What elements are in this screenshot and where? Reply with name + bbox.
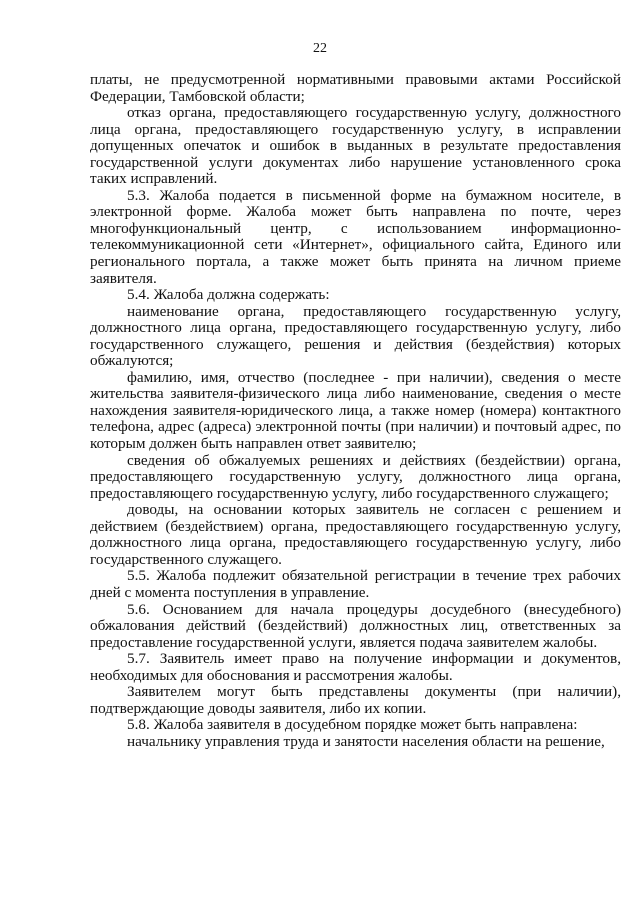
paragraph: фамилию, имя, отчество (последнее - при наличии), сведения о месте жительства заявителя-физического лица либо наименование, сведения о месте нахождения заявителя-юридического лица, а также номер (номера) контактного телефона, адрес (адреса) электронной почты (при наличии) и почтовый адрес, по которым должен быть направлен ответ заявителю; bbox=[90, 368, 621, 453]
paragraph: наименование органа, предоставляющего государственную услугу, должностного лица органа, предоставляющего государственную услугу, либо государственного служащего, решения и действия (бездействия) которых обжалуются; bbox=[90, 302, 621, 370]
paragraph: Заявителем могут быть представлены документы (при наличии), подтверждающие доводы заявителя, либо их копии. bbox=[90, 683, 621, 717]
paragraph: начальнику управления труда и занятости населения области на решение, bbox=[127, 732, 605, 750]
section-5-4-heading: 5.4. Жалоба должна содержать: bbox=[127, 286, 330, 304]
section-5-7-paragraph: 5.7. Заявитель имеет право на получение информации и документов, необходимых для обоснования и рассмотрения жалобы. bbox=[90, 650, 621, 684]
section-5-5-paragraph: 5.5. Жалоба подлежит обязательной регистрации в течение трех рабочих дней с момента поступления в управление. bbox=[90, 567, 621, 601]
paragraph: отказ органа, предоставляющего государственную услугу, должностного лица органа, предоставляющего государственную услугу, в исправлении допущенных опечаток и ошибок в выданных в результате предоставления государственной услуги документах либо нарушение установленного срока таких исправлений. bbox=[90, 104, 621, 188]
paragraph: доводы, на основании которых заявитель не согласен с решением и действием (бездействием) органа, предоставляющего государственную услугу, должностного лица органа, предоставляющего государственную услугу, либо государственного служащего. bbox=[90, 501, 621, 568]
section-5-3-paragraph: 5.3. Жалоба подается в письменной форме на бумажном носителе, в электронной форме. Жалоба может быть направлена по почте, через многофункциональный центр, с использованием информационно-телекоммуникационной сети «Интернет», официального сайта, Единого или регионального портала, а также может быть принята на личном приеме заявителя. bbox=[90, 186, 621, 287]
paragraph: платы, не предусмотренной нормативными правовыми актами Российской Федерации, Тамбовской области; bbox=[90, 71, 621, 105]
section-5-6-paragraph: 5.6. Основанием для начала процедуры досудебного (внесудебного) обжалования действий (бездействий) должностных лиц, ответственных за предоставление государственной услуги, является подача заявителем жалобы. bbox=[90, 600, 621, 651]
page-number: 22 bbox=[313, 41, 327, 56]
section-5-8-paragraph: 5.8. Жалоба заявителя в досудебном порядке может быть направлена: bbox=[127, 716, 578, 734]
paragraph: сведения об обжалуемых решениях и действиях (бездействии) органа, предоставляющего государственную услугу, должностного лица органа, предоставляющего государственную услугу, либо государственного служащего; bbox=[90, 451, 621, 502]
document-body bbox=[90, 72, 621, 750]
